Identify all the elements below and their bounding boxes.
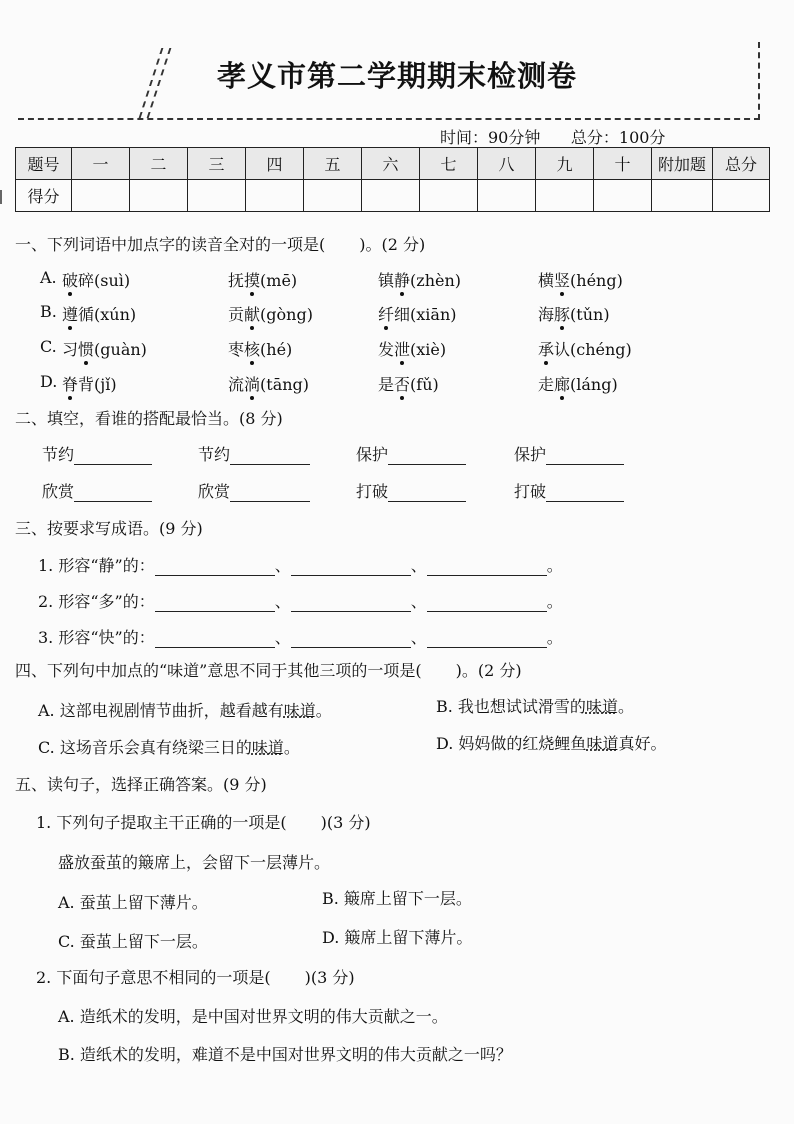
score-header-cell: 六 (362, 148, 420, 180)
s1-option-label: B. (40, 302, 57, 321)
section4-title-text: 四、下列句中加点的“味道”意思不同于其他三项的一项是( (15, 661, 422, 680)
section5-title: 五、读句子，选择正确答案。(9 分) (15, 775, 267, 794)
score-cell[interactable] (536, 180, 594, 212)
s1-item (538, 372, 618, 395)
period: 。 (546, 592, 563, 611)
separator: 、 (410, 556, 427, 575)
s1-item (538, 337, 632, 360)
s1-option-label: C. (40, 337, 57, 356)
exam-time: 时间：90分钟 (440, 128, 541, 147)
s4-option-c (38, 735, 300, 758)
s1-item-pre: 发 (378, 340, 395, 359)
s4-option-b (436, 694, 634, 717)
idiom-blank[interactable] (427, 629, 547, 648)
idiom-blank[interactable] (291, 629, 411, 648)
s1-item-pre: 抚 (228, 271, 245, 290)
score-header-cell: 三 (188, 148, 246, 180)
dotted-char: 承 (538, 340, 555, 359)
section2-title: 二、填空，看谁的搭配最恰当。(8 分) (15, 409, 283, 428)
fill-item (198, 479, 310, 502)
s1-item-post: (láng) (570, 375, 618, 394)
idiom-blank[interactable] (155, 593, 275, 612)
fill-item (514, 479, 624, 502)
fill-label: 节约 (42, 445, 75, 464)
s1-item-post: (gòng) (260, 305, 313, 324)
exam-title: 孝义市第二学期期末检测卷 (216, 59, 577, 93)
score-header-cell: 总分 (713, 148, 770, 180)
separator: 、 (274, 556, 291, 575)
fill-blank[interactable] (546, 446, 624, 465)
section1-title (15, 232, 425, 255)
dotted-char: 核 (244, 340, 261, 359)
fill-item (198, 442, 310, 465)
s1-item (62, 302, 136, 325)
s1-item-pre: 是 (378, 375, 395, 394)
s1-item-pre: 走 (538, 375, 555, 394)
fill-label: 节约 (198, 445, 231, 464)
separator: 、 (274, 628, 291, 647)
fill-label: 保护 (356, 445, 389, 464)
score-header-cell: 四 (246, 148, 304, 180)
dotted-char: 竖 (554, 271, 571, 290)
score-table-header-row (16, 148, 770, 180)
option-text: A. 这部电视剧情节曲折，越看越有 (38, 701, 284, 720)
dotted-char: 纤 (378, 305, 395, 324)
option-text: 。 (315, 701, 332, 720)
dotted-char: 献 (244, 305, 261, 324)
dotted-char: 豚 (554, 305, 571, 324)
s4-option-a (38, 698, 332, 721)
exam-total: 总分：100分 (570, 128, 666, 147)
s1-item-post: (zhèn) (410, 271, 462, 290)
idiom-prompt: 2. 形容“多”的： (38, 592, 155, 611)
fill-label: 保护 (514, 445, 547, 464)
dotted-char: 泄 (394, 340, 411, 359)
s1-option-label: D. (40, 372, 58, 391)
dotted-char: 破 (62, 271, 79, 290)
s5-q1-option-b: B. 簸席上留下一层。 (322, 889, 472, 908)
score-cell[interactable] (304, 180, 362, 212)
score-header-cell: 一 (72, 148, 130, 180)
dotted-char: 遵 (62, 305, 79, 324)
fill-blank[interactable] (546, 483, 624, 502)
fill-blank[interactable] (74, 483, 152, 502)
s1-item-post: (xiè) (410, 340, 447, 359)
option-text: C. 这场音乐会真有绕梁三日的 (38, 738, 252, 757)
section4-title (15, 658, 522, 681)
s1-item (378, 372, 439, 395)
s5-q2-option-a: A. 造纸术的发明，是中国对世界文明的伟大贡献之一。 (58, 1007, 448, 1026)
score-header-cell: 题号 (16, 148, 72, 180)
score-header-cell: 五 (304, 148, 362, 180)
s1-item (538, 302, 610, 325)
question-tail: )(3 分) (304, 968, 355, 987)
score-cell[interactable] (420, 180, 478, 212)
fill-item (42, 479, 152, 502)
s1-item (62, 268, 130, 291)
idiom-blank[interactable] (291, 557, 411, 576)
option-text: 。 (283, 738, 300, 757)
s5-question-2 (36, 965, 355, 988)
s1-item-post: (mē) (260, 271, 298, 290)
dotted-char: 廊 (554, 375, 571, 394)
score-header-cell: 二 (130, 148, 188, 180)
section1-title-tail: )。(2 分) (359, 235, 426, 254)
idiom-item (38, 589, 563, 612)
idiom-prompt: 1. 形容“静”的： (38, 556, 155, 575)
s5-q1-option-c: C. 蚕茧上留下一层。 (58, 932, 208, 951)
idiom-blank[interactable] (291, 593, 411, 612)
s5-q2-option-b: B. 造纸术的发明，难道不是中国对世界文明的伟大贡献之一吗？ (58, 1045, 512, 1064)
s1-item-post: (héng) (570, 271, 623, 290)
idiom-blank[interactable] (155, 557, 275, 576)
fill-blank[interactable] (388, 446, 466, 465)
dotted-word: 味道 (251, 738, 284, 757)
s1-item (228, 302, 313, 325)
dotted-word: 味道 (283, 701, 316, 720)
fill-label: 欣赏 (42, 482, 75, 501)
separator: 、 (274, 592, 291, 611)
period: 。 (546, 556, 563, 575)
s1-item-post: 碎(suì) (78, 271, 131, 290)
fill-item (514, 442, 624, 465)
idiom-item (38, 553, 563, 576)
s1-item (62, 372, 117, 395)
score-header-cell: 九 (536, 148, 594, 180)
s4-option-d (436, 731, 666, 754)
s5-sentence: 盛放蚕茧的簸席上，会留下一层薄片。 (58, 853, 331, 872)
score-header-cell: 十 (594, 148, 652, 180)
dotted-word: 味道 (586, 734, 619, 753)
score-cell[interactable] (188, 180, 246, 212)
s1-item-pre: 习 (62, 340, 79, 359)
fill-label: 欣赏 (198, 482, 231, 501)
separator: 、 (410, 592, 427, 611)
fill-label: 打破 (514, 482, 547, 501)
idiom-prompt: 3. 形容“快”的： (38, 628, 155, 647)
section4-title-tail: )。(2 分) (455, 661, 522, 680)
dotted-char: 否 (394, 375, 411, 394)
s1-item-post: 循(xún) (78, 305, 137, 324)
score-cell[interactable] (478, 180, 536, 212)
s1-item (62, 337, 147, 360)
s1-item (538, 268, 623, 291)
score-cell[interactable] (130, 180, 188, 212)
score-header-cell: 八 (478, 148, 536, 180)
period: 。 (546, 628, 563, 647)
question-tail: )(3 分) (320, 813, 371, 832)
fill-item (42, 442, 152, 465)
s5-q1-option-d: D. 簸席上留下薄片。 (322, 928, 473, 947)
s1-item (378, 337, 446, 360)
exam-meta (440, 125, 665, 148)
s1-item (378, 302, 457, 325)
option-text: 真好。 (618, 734, 667, 753)
s1-item-post: (tāng) (260, 375, 310, 394)
dotted-char: 脊 (62, 375, 79, 394)
fill-blank[interactable] (230, 446, 310, 465)
s1-item-pre: 海 (538, 305, 555, 324)
score-table (15, 147, 770, 212)
fill-blank[interactable] (230, 483, 310, 502)
idiom-item (38, 625, 563, 648)
fill-item (356, 479, 466, 502)
fill-label: 打破 (356, 482, 389, 501)
s1-item-post: 背(jǐ) (78, 375, 117, 394)
score-cell[interactable] (362, 180, 420, 212)
s5-question-1 (36, 810, 371, 833)
s1-option-label: A. (40, 268, 57, 287)
idiom-blank[interactable] (427, 593, 547, 612)
score-cell[interactable] (652, 180, 713, 212)
s1-item-post: (hé) (260, 340, 293, 359)
s1-item-pre: 贡 (228, 305, 245, 324)
dotted-char: 淌 (244, 375, 261, 394)
section1-title-text: 一、下列词语中加点字的读音全对的一项是( (15, 235, 326, 254)
s1-item-pre: 横 (538, 271, 555, 290)
option-text: D. 妈妈做的红烧鲤鱼 (436, 734, 587, 753)
s1-item (228, 337, 292, 360)
question-text: 2. 下面句子意思不相同的一项是( (36, 968, 271, 987)
dotted-char: 惯 (78, 340, 95, 359)
fill-blank[interactable] (388, 483, 466, 502)
dotted-char: 摸 (244, 271, 261, 290)
separator: 、 (410, 628, 427, 647)
s1-item (228, 268, 297, 291)
s1-item-pre: 镇 (378, 271, 395, 290)
score-cell[interactable] (713, 180, 770, 212)
s1-item-post: (guàn) (94, 340, 147, 359)
dotted-word: 味道 (585, 697, 618, 716)
s1-item-post: 认(chéng) (554, 340, 632, 359)
option-text: 。 (617, 697, 634, 716)
idiom-blank[interactable] (155, 629, 275, 648)
s1-item-post: 细(xiān) (394, 305, 457, 324)
question-text: 1. 下列句子提取主干正确的一项是( (36, 813, 287, 832)
fill-blank[interactable] (74, 446, 152, 465)
edge-mark (0, 190, 8, 204)
section3-title: 三、按要求写成语。(9 分) (15, 519, 203, 538)
s1-item (378, 268, 461, 291)
s1-item-post: (fǔ) (410, 375, 439, 394)
s1-item-post: (tǔn) (570, 305, 610, 324)
dotted-char: 静 (394, 271, 411, 290)
score-cell[interactable] (72, 180, 130, 212)
score-row-label: 得分 (16, 180, 72, 212)
score-header-cell: 附加题 (652, 148, 713, 180)
s1-item-pre: 流 (228, 375, 245, 394)
fill-item (356, 442, 466, 465)
s5-q1-option-a: A. 蚕茧上留下薄片。 (58, 893, 208, 912)
option-text: B. 我也想试试滑雪的 (436, 697, 586, 716)
score-cell[interactable] (594, 180, 652, 212)
s1-item (228, 372, 309, 395)
s1-item-pre: 枣 (228, 340, 245, 359)
score-cell[interactable] (246, 180, 304, 212)
score-table-score-row (16, 180, 770, 212)
idiom-blank[interactable] (427, 557, 547, 576)
score-header-cell: 七 (420, 148, 478, 180)
